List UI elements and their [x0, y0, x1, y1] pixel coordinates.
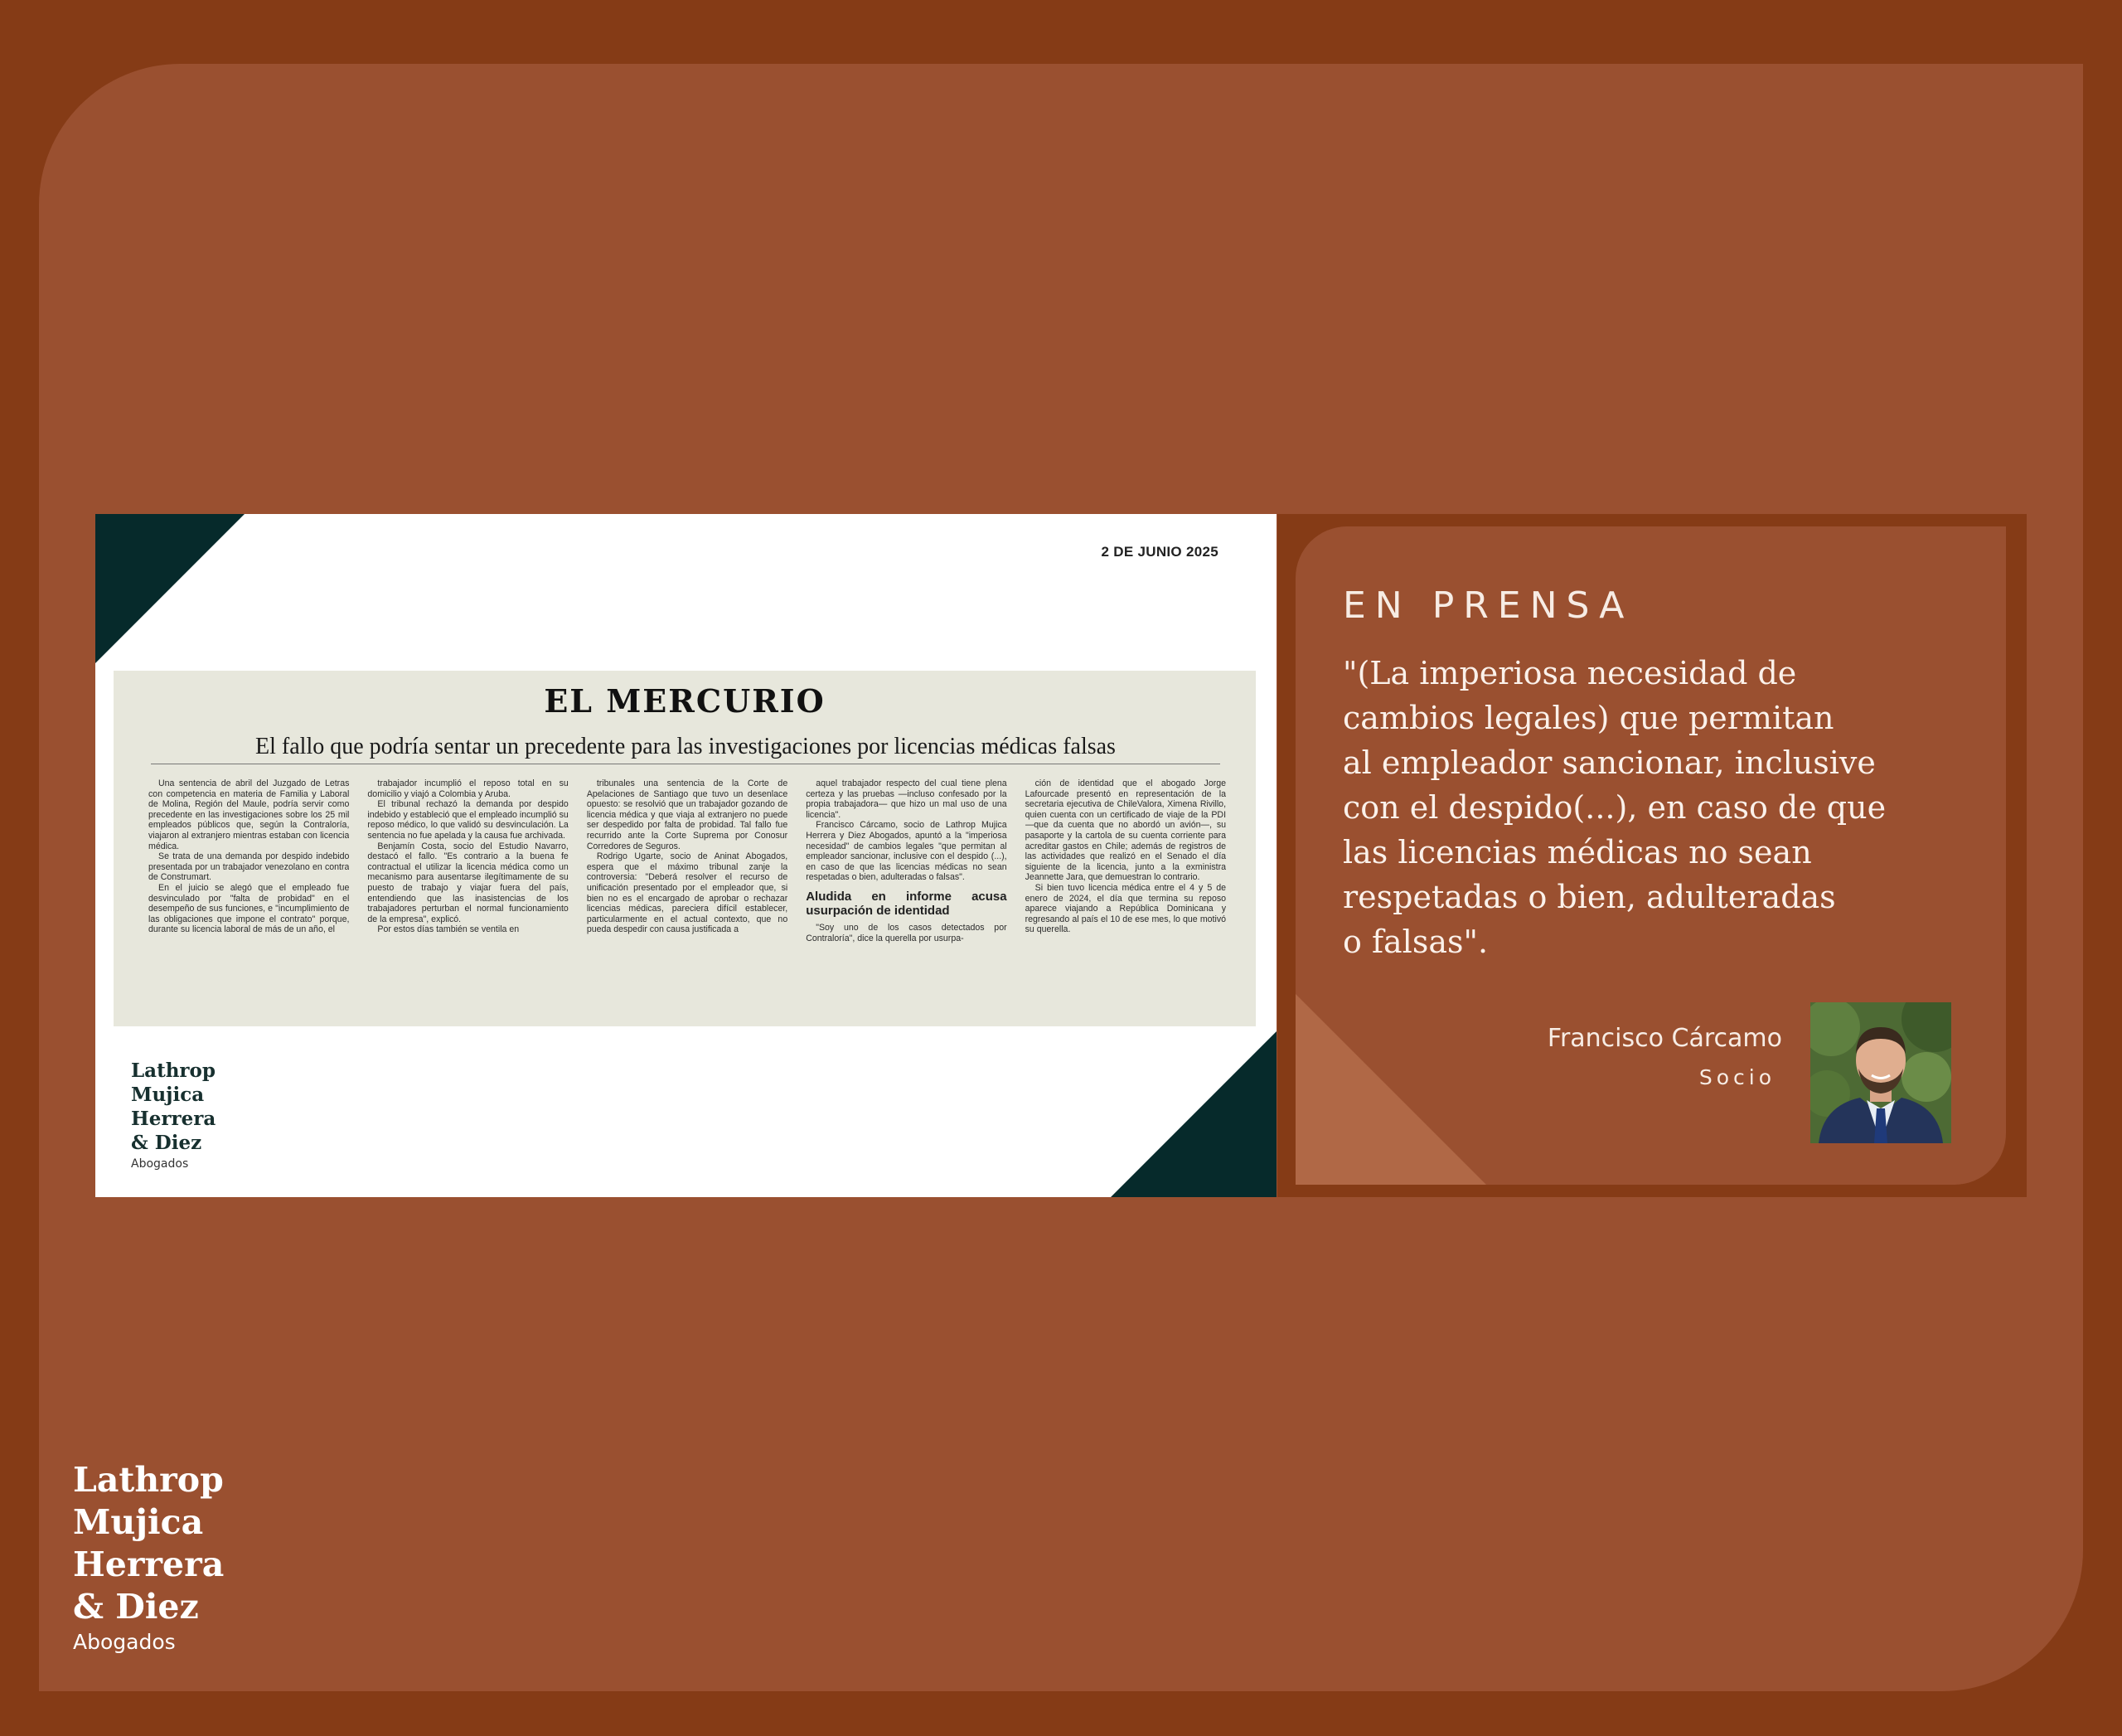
corner-triangle-top-left	[95, 514, 245, 663]
newspaper-article	[114, 671, 1256, 1026]
article-paragraph: ción de identidad que el abogado Jorge Lafourcade presentó en representación de la secretaria ejecutiva de ChileValora, Ximena Rivillo, quien cuenta con un certificado de viaje de la PDI —que da cuenta que no abordó un avión—, su pasaporte y la cartola de su cuenta corriente para acreditar gastos en Chile; además de registros de las actividades que realizó en el Senado el día siguiente de la licencia, junto a la exministra Jeannette Jara, que demuestran lo contrario.	[1025, 778, 1227, 883]
article-paragraph: Francisco Cárcamo, socio de Lathrop Mujica Herrera y Diez Abogados, apuntó a la "imperiosa necesidad" de cambios legales "que permitan al empleador sancionar, inclusive con el despido (...), en caso de que las licencias médicas no sean respetadas o bien, adulteradas o falsas".	[806, 820, 1007, 883]
quote-panel-border	[1277, 514, 2027, 1197]
logo-subtitle: Abogados	[73, 1630, 176, 1654]
logo-subtitle: Abogados	[131, 1157, 189, 1171]
clipping-date: 2 DE JUNIO 2025	[1101, 544, 1218, 560]
logo-line: & Diez	[131, 1132, 202, 1154]
article-paragraph: Por estos días también se ventila en	[377, 924, 520, 935]
logo-line: Mujica	[73, 1502, 204, 1542]
article-paragraph: Una sentencia de abril del Juzgado de Letras con competencia en materia de Familia y Laboral de Molina, Región del Maule, podría servir como precedente en las investigaciones sobre los 25 mil empleados públicos que, según la Contraloría, viajaron al extranjero mientras estaban con licencia médica.	[148, 778, 350, 851]
firm-logo	[73, 1459, 224, 1655]
panel-corner-triangle	[1296, 994, 1486, 1185]
article-subheading: Aludida en informe acusa usurpación de identidad	[806, 889, 1007, 918]
article-paragraph: Rodrigo Ugarte, socio de Aninat Abogados, espera que el máximo tribunal zanje la controversia: "Deberá resolver el recurso de unificación presentado por el empleador que, si bien no es el encargado de aprobar o rechazar licencias médicas, pareciera difícil establecer, particularmente en el actual contexto, que no pueda despedir con causa justificada a	[586, 851, 788, 935]
article-paragraph: "Soy uno de los casos detectados por Contraloría", dice la querella por usurpa-	[806, 922, 1007, 943]
person-role: Socio	[1698, 1065, 1776, 1089]
logo-line: Mujica	[131, 1084, 205, 1106]
article-column-4	[806, 778, 1006, 1019]
article-paragraph: aquel trabajador respecto del cual tiene plena certeza y las pruebas —incluso confesado por la propia trabajadora— que hizo un mal uso de una licencia".	[806, 778, 1007, 820]
article-headline: El fallo que podría sentar un precedente para las investigaciones por licencias médicas falsas	[151, 734, 1220, 764]
article-column-3	[587, 778, 787, 1019]
article-columns	[148, 778, 1226, 1019]
article-column-5	[1025, 778, 1226, 1019]
person-name: Francisco Cárcamo	[1547, 1024, 1782, 1053]
press-clipping	[95, 514, 1277, 1197]
corner-triangle-bottom-right	[1111, 1031, 1277, 1197]
quote-panel	[1296, 526, 2006, 1185]
article-paragraph: En el juicio se alegó que el empleado fue desvinculado por "falta de probidad" en el desempeño de sus funciones, e "incumplimiento de las obligaciones que impone el contrato" porque, durante su licencia laboral de más de un año, el	[148, 882, 350, 935]
article-column-1	[148, 778, 349, 1019]
press-quote: "(La imperiosa necesidad de cambios legales) que permitan al empleador sancionar, inclusive con el despido(...), en caso de que las licencias médicas no sean respetadas o bien, adulteradas o falsas".	[1343, 655, 1887, 960]
logo-line: Lathrop	[131, 1060, 216, 1082]
newspaper-masthead: EL MERCURIO	[544, 682, 826, 720]
article-column-2	[367, 778, 568, 1019]
article-paragraph: Se trata de una demanda por despido indebido presentada por un trabajador venezolano en contra de Construmart.	[148, 851, 350, 883]
article-paragraph: El tribunal rechazó la demanda por despido indebido y estableció que el empleado incumplió su reposo médico, lo que validó su desvinculación. La sentencia no fue apelada y la causa fue archivada.	[367, 799, 569, 841]
article-paragraph: Benjamín Costa, socio del Estudio Navarro, destacó el fallo. "Es contrario a la buena fe contractual el utilizar la licencia médica como un mecanismo para ausentarse ilegítimamente de su puesto de trabajo y viajar fuera del país, entendiendo que las inasistencias de los trabajadores perturban el normal funcionamiento de la empresa", explicó.	[367, 841, 569, 924]
article-paragraph: Si bien tuvo licencia médica entre el 4 y 5 de enero de 2024, el día que termina su reposo aparece viajando a República Dominicana y regresando al país el 10 de ese mes, lo que motivó su querella.	[1025, 882, 1227, 935]
article-paragraph: trabajador incumplió el reposo total en su domicilio y viajó a Colombia y Aruba.	[367, 778, 569, 799]
section-title: EN PRENSA	[1343, 584, 1634, 627]
logo-line: Herrera	[131, 1108, 216, 1130]
logo-line: Lathrop	[73, 1460, 224, 1500]
logo-line: & Diez	[73, 1587, 199, 1627]
logo-line: Herrera	[73, 1544, 225, 1584]
clipping-firm-logo	[131, 1059, 216, 1171]
person-photo	[1810, 1002, 1951, 1143]
article-paragraph: tribunales una sentencia de la Corte de Apelaciones de Santiago que tuvo un desenlace opuesto: se resolvió que un trabajador gozando de licencia médica y que viaja al extranjero no puede ser despedido por falta de probidad. Tal fallo fue recurrido ante la Corte Suprema por Conosur Corredores de Seguros.	[586, 778, 788, 851]
